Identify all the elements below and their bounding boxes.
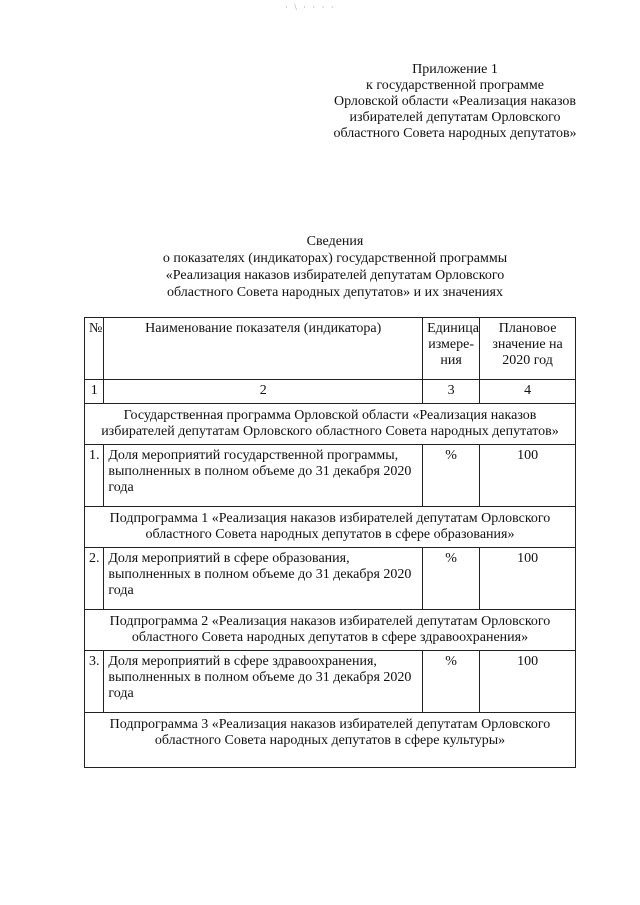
row-unit: % — [423, 548, 480, 610]
table-row — [85, 651, 576, 713]
column-index: 2 — [104, 380, 423, 404]
title-line: областного Совета народных депутатов» и их значениях — [167, 285, 503, 300]
row-num: 2. — [85, 548, 104, 610]
row-unit: % — [423, 651, 480, 713]
subprogram-row — [85, 713, 576, 768]
header-name: Наименование показателя (индикатора) — [104, 318, 423, 380]
column-index: 1 — [85, 380, 104, 404]
row-plan: 100 — [480, 651, 576, 713]
header-unit: Единица измере-ния — [423, 318, 480, 380]
subprogram-title: Подпрограмма 3 «Реализация наказов избирателей депутатам Орловского областного Совета народных депутатов в сфере культуры» — [85, 713, 576, 768]
document-title — [120, 233, 550, 301]
program-title-row — [85, 404, 576, 445]
appendix-line: областного Совета народных депутатов» — [333, 126, 577, 141]
header-plan: Плановое значение на 2020 год — [480, 318, 576, 380]
row-num: 3. — [85, 651, 104, 713]
appendix-line: Приложение 1 — [412, 62, 498, 77]
indicators-table — [84, 317, 576, 768]
row-name: Доля мероприятий в сфере образования, выполненных в полном объеме до 31 декабря 2020 года — [104, 548, 423, 610]
table-row — [85, 445, 576, 507]
subprogram-row — [85, 610, 576, 651]
title-line: «Реализация наказов избирателей депутатам Орловского — [165, 268, 505, 283]
appendix-line: к государственной программе — [366, 78, 544, 93]
subprogram-title: Подпрограмма 1 «Реализация наказов избирателей депутатам Орловского областного Совета народных депутатов в сфере образования» — [85, 507, 576, 548]
column-index-row — [85, 380, 576, 404]
subprogram-row — [85, 507, 576, 548]
column-index: 3 — [423, 380, 480, 404]
row-unit: % — [423, 445, 480, 507]
row-plan: 100 — [480, 548, 576, 610]
program-title: Государственная программа Орловской области «Реализация наказов избирателей депутатам Орловского областного Совета народных депутатов» — [85, 404, 576, 445]
row-name: Доля мероприятий государственной программы, выполненных в полном объеме до 31 декабря 2020 года — [104, 445, 423, 507]
appendix-line: избирателей депутатам Орловского — [349, 110, 561, 125]
table-header-row — [85, 318, 576, 380]
row-num: 1. — [85, 445, 104, 507]
subprogram-title: Подпрограмма 2 «Реализация наказов избирателей депутатам Орловского областного Совета народных депутатов в сфере здравоохранения» — [85, 610, 576, 651]
table-row — [85, 548, 576, 610]
title-line: о показателях (индикаторах) государственной программы — [162, 251, 508, 266]
header-num: № — [85, 318, 104, 380]
row-plan: 100 — [480, 445, 576, 507]
column-index: 4 — [480, 380, 576, 404]
title-line: Сведения — [306, 234, 364, 249]
appendix-line: Орловской области «Реализация наказов — [333, 94, 577, 109]
appendix-note — [310, 62, 600, 142]
scan-artifact-marks: · \ · · · · — [285, 2, 336, 12]
row-name: Доля мероприятий в сфере здравоохранения, выполненных в полном объеме до 31 декабря 2020 года — [104, 651, 423, 713]
